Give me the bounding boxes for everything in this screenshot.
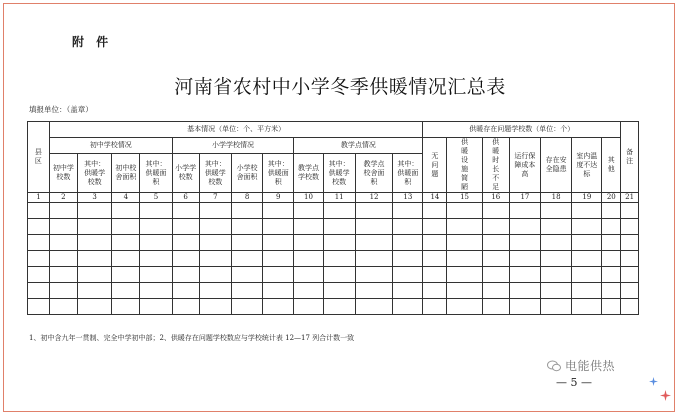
- table-cell[interactable]: [77, 299, 111, 315]
- table-cell[interactable]: [541, 299, 572, 315]
- table-cell[interactable]: [77, 283, 111, 299]
- table-cell[interactable]: [509, 283, 540, 299]
- header-row-subgroups: [28, 138, 639, 154]
- header-row-groups: [28, 122, 639, 138]
- table-row: [28, 283, 639, 299]
- table-cell[interactable]: [447, 267, 482, 283]
- table-row: [28, 235, 639, 251]
- table-cell[interactable]: [482, 219, 509, 235]
- column-number-cell: 15: [447, 193, 482, 203]
- table-cell[interactable]: [294, 267, 323, 283]
- table-cell[interactable]: [77, 219, 111, 235]
- table-cell[interactable]: [77, 203, 111, 219]
- table-cell[interactable]: [541, 283, 572, 299]
- table-cell[interactable]: [172, 203, 199, 219]
- table-row: [28, 219, 639, 235]
- table-cell[interactable]: [602, 299, 621, 315]
- summary-table: [27, 121, 639, 315]
- teaching-col-header: 教学点学校数: [294, 154, 323, 193]
- column-number-cell: 11: [323, 193, 355, 203]
- column-number-cell: 4: [112, 193, 140, 203]
- column-number-cell: 7: [199, 193, 231, 203]
- reporting-unit-label: 填报单位：（盖章）: [29, 105, 93, 114]
- table-cell[interactable]: [323, 283, 355, 299]
- column-number-cell: 12: [355, 193, 392, 203]
- teaching-col-header: 其中：供暖学校数: [323, 154, 355, 193]
- table-cell[interactable]: [509, 299, 540, 315]
- table-cell[interactable]: [231, 219, 262, 235]
- table-cell[interactable]: [49, 219, 77, 235]
- table-cell[interactable]: [602, 251, 621, 267]
- column-number-cell: 14: [423, 193, 447, 203]
- table-cell[interactable]: [199, 235, 231, 251]
- table-cell[interactable]: [172, 283, 199, 299]
- column-number-cell: 6: [172, 193, 199, 203]
- table-cell[interactable]: [112, 219, 140, 235]
- table-cell[interactable]: [602, 203, 621, 219]
- table-cell[interactable]: [263, 203, 294, 219]
- table-cell[interactable]: [423, 283, 447, 299]
- table-cell[interactable]: [140, 203, 172, 219]
- column-number-cell: 2: [49, 193, 77, 203]
- table-cell[interactable]: [572, 219, 602, 235]
- column-number-cell: 13: [393, 193, 423, 203]
- teaching-col-header: 其中：供暖面积: [393, 154, 423, 193]
- page-number: — 5 —: [556, 376, 592, 389]
- table-cell[interactable]: [393, 219, 423, 235]
- table-cell[interactable]: [294, 235, 323, 251]
- problem-col-header: 无问题: [423, 138, 447, 193]
- primary-col-header: 小学学校数: [172, 154, 199, 193]
- table-cell[interactable]: [294, 299, 323, 315]
- teaching-point-header: 教学点情况: [294, 138, 423, 154]
- table-cell[interactable]: [621, 267, 639, 283]
- problem-header: 供暖存在问题学校数（单位：个）: [423, 122, 621, 138]
- table-cell[interactable]: [263, 251, 294, 267]
- table-cell[interactable]: [447, 203, 482, 219]
- table-cell[interactable]: [28, 235, 50, 251]
- table-cell[interactable]: [621, 283, 639, 299]
- table-cell[interactable]: [482, 267, 509, 283]
- footnote: 1、初中含九年一贯制、完全中学初中部；2、供暖存在问题学校数应与学校统计表 12—17 列合计数一致: [29, 334, 355, 342]
- table-cell[interactable]: [572, 251, 602, 267]
- table-cell[interactable]: [423, 203, 447, 219]
- table-cell[interactable]: [621, 219, 639, 235]
- table-cell[interactable]: [323, 219, 355, 235]
- table-cell[interactable]: [423, 235, 447, 251]
- table-cell[interactable]: [621, 299, 639, 315]
- primary-school-header: 小学学校情况: [172, 138, 294, 154]
- table-cell[interactable]: [447, 235, 482, 251]
- table-cell[interactable]: [323, 203, 355, 219]
- table-cell[interactable]: [621, 235, 639, 251]
- junior-col-header: 其中：供暖面积: [140, 154, 172, 193]
- table-cell[interactable]: [140, 299, 172, 315]
- table-cell[interactable]: [172, 267, 199, 283]
- junior-school-header: 初中学校情况: [49, 138, 172, 154]
- sparkle-icon: [660, 390, 671, 401]
- table-cell[interactable]: [294, 283, 323, 299]
- table-cell[interactable]: [49, 203, 77, 219]
- teaching-col-header: 教学点校舍面积: [355, 154, 392, 193]
- column-number-cell: 3: [77, 193, 111, 203]
- table-row: [28, 251, 639, 267]
- table-cell[interactable]: [199, 203, 231, 219]
- table-cell[interactable]: [447, 283, 482, 299]
- table-cell[interactable]: [423, 251, 447, 267]
- table-cell[interactable]: [294, 219, 323, 235]
- table-cell[interactable]: [541, 235, 572, 251]
- table-cell[interactable]: [482, 283, 509, 299]
- table-cell[interactable]: [355, 219, 392, 235]
- table-cell[interactable]: [263, 219, 294, 235]
- problem-col-header: 供暖时长不足: [482, 138, 509, 193]
- table-cell[interactable]: [172, 251, 199, 267]
- table-cell[interactable]: [112, 203, 140, 219]
- table-cell[interactable]: [393, 299, 423, 315]
- table-cell[interactable]: [323, 235, 355, 251]
- junior-col-header: 初中学校数: [49, 154, 77, 193]
- table-cell[interactable]: [112, 251, 140, 267]
- table-cell[interactable]: [621, 251, 639, 267]
- column-number-cell: 19: [572, 193, 602, 203]
- table-cell[interactable]: [231, 299, 262, 315]
- table-cell[interactable]: [263, 283, 294, 299]
- table-cell[interactable]: [393, 283, 423, 299]
- attachment-label: 附 件: [72, 35, 113, 49]
- problem-col-header: 存在安全隐患: [541, 138, 572, 193]
- column-number-cell: 9: [263, 193, 294, 203]
- table-cell[interactable]: [482, 235, 509, 251]
- table-cell[interactable]: [423, 267, 447, 283]
- table-cell[interactable]: [572, 235, 602, 251]
- watermark-text: 电能供热: [565, 359, 616, 373]
- table-cell[interactable]: [541, 267, 572, 283]
- table-cell[interactable]: [140, 219, 172, 235]
- table-cell[interactable]: [509, 219, 540, 235]
- table-cell[interactable]: [509, 203, 540, 219]
- primary-col-header: 其中：供暖学校数: [199, 154, 231, 193]
- table-cell[interactable]: [112, 299, 140, 315]
- table-cell[interactable]: [199, 267, 231, 283]
- table-cell[interactable]: [447, 299, 482, 315]
- table-cell[interactable]: [77, 235, 111, 251]
- column-number-cell: 18: [541, 193, 572, 203]
- county-header: 县区: [28, 122, 50, 193]
- table-cell[interactable]: [541, 219, 572, 235]
- table-cell[interactable]: [49, 299, 77, 315]
- table-cell[interactable]: [602, 283, 621, 299]
- table-cell[interactable]: [393, 251, 423, 267]
- table-cell[interactable]: [393, 203, 423, 219]
- table-cell[interactable]: [323, 267, 355, 283]
- table-cell[interactable]: [447, 219, 482, 235]
- table-cell[interactable]: [112, 235, 140, 251]
- table-cell[interactable]: [482, 299, 509, 315]
- page-title: 河南省农村中小学冬季供暖情况汇总表: [174, 76, 506, 98]
- column-number-cell: 16: [482, 193, 509, 203]
- table-cell[interactable]: [509, 267, 540, 283]
- table-cell[interactable]: [572, 267, 602, 283]
- table-cell[interactable]: [541, 203, 572, 219]
- column-number-cell: 17: [509, 193, 540, 203]
- table-cell[interactable]: [199, 251, 231, 267]
- table-cell[interactable]: [231, 203, 262, 219]
- wechat-icon: [547, 360, 561, 372]
- table-cell[interactable]: [199, 219, 231, 235]
- table-cell[interactable]: [602, 235, 621, 251]
- table-row: [28, 299, 639, 315]
- table-cell[interactable]: [199, 299, 231, 315]
- problem-col-header: 室内温度不达标: [572, 138, 602, 193]
- table-cell[interactable]: [231, 251, 262, 267]
- table-cell[interactable]: [541, 251, 572, 267]
- table-cell[interactable]: [112, 267, 140, 283]
- column-number-cell: 1: [28, 193, 50, 203]
- problem-col-header: 其他: [602, 138, 621, 193]
- table-cell[interactable]: [199, 283, 231, 299]
- table-cell[interactable]: [482, 203, 509, 219]
- table-cell[interactable]: [393, 267, 423, 283]
- column-number-cell: 5: [140, 193, 172, 203]
- table-cell[interactable]: [28, 267, 50, 283]
- table-cell[interactable]: [172, 235, 199, 251]
- table-cell[interactable]: [231, 235, 262, 251]
- table-cell[interactable]: [77, 267, 111, 283]
- table-cell[interactable]: [355, 283, 392, 299]
- table-cell[interactable]: [509, 251, 540, 267]
- column-number-cell: 21: [621, 193, 639, 203]
- table-cell[interactable]: [355, 251, 392, 267]
- sparkle-icon: [649, 377, 658, 386]
- problem-col-header: 供暖设施简陋: [447, 138, 482, 193]
- table-row: [28, 203, 639, 219]
- table-cell[interactable]: [172, 219, 199, 235]
- table-cell[interactable]: [28, 219, 50, 235]
- table-cell[interactable]: [28, 251, 50, 267]
- table-cell[interactable]: [140, 235, 172, 251]
- table-cell[interactable]: [355, 267, 392, 283]
- table-cell[interactable]: [323, 251, 355, 267]
- column-number-cell: 10: [294, 193, 323, 203]
- table-cell[interactable]: [509, 235, 540, 251]
- table-cell[interactable]: [621, 203, 639, 219]
- table-row: [28, 267, 639, 283]
- primary-col-header: 小学校舍面积: [231, 154, 262, 193]
- table-cell[interactable]: [49, 283, 77, 299]
- table-cell[interactable]: [447, 251, 482, 267]
- problem-col-header: 运行保障成本高: [509, 138, 540, 193]
- table-cell[interactable]: [355, 299, 392, 315]
- table-cell[interactable]: [423, 219, 447, 235]
- column-number-cell: 8: [231, 193, 262, 203]
- table-cell[interactable]: [140, 267, 172, 283]
- table-cell[interactable]: [263, 235, 294, 251]
- table-cell[interactable]: [112, 283, 140, 299]
- column-number-cell: 20: [602, 193, 621, 203]
- table-cell[interactable]: [49, 235, 77, 251]
- table-cell[interactable]: [294, 251, 323, 267]
- table-cell[interactable]: [482, 251, 509, 267]
- table-cell[interactable]: [231, 283, 262, 299]
- column-number-row: [28, 193, 639, 203]
- junior-col-header: 初中校舍面积: [112, 154, 140, 193]
- table-cell[interactable]: [294, 203, 323, 219]
- table-cell[interactable]: [28, 299, 50, 315]
- table-cell[interactable]: [49, 267, 77, 283]
- table-cell[interactable]: [140, 251, 172, 267]
- table-cell[interactable]: [263, 299, 294, 315]
- junior-col-header: 其中：供暖学校数: [77, 154, 111, 193]
- table-cell[interactable]: [231, 267, 262, 283]
- table-cell[interactable]: [355, 203, 392, 219]
- primary-col-header: 其中：供暖面积: [263, 154, 294, 193]
- table-cell[interactable]: [602, 267, 621, 283]
- table-cell[interactable]: [77, 251, 111, 267]
- table-cell[interactable]: [423, 299, 447, 315]
- table-cell[interactable]: [140, 283, 172, 299]
- table-cell[interactable]: [28, 283, 50, 299]
- table-cell[interactable]: [602, 219, 621, 235]
- table-cell[interactable]: [572, 283, 602, 299]
- table-cell[interactable]: [572, 203, 602, 219]
- table-cell[interactable]: [172, 299, 199, 315]
- table-cell[interactable]: [572, 299, 602, 315]
- table-cell[interactable]: [49, 251, 77, 267]
- table-cell[interactable]: [393, 235, 423, 251]
- table-cell[interactable]: [355, 235, 392, 251]
- basic-info-header: 基本情况（单位：个、平方米）: [49, 122, 423, 138]
- table-cell[interactable]: [28, 203, 50, 219]
- table-cell[interactable]: [323, 299, 355, 315]
- table-cell[interactable]: [263, 267, 294, 283]
- remarks-header: 备注: [621, 122, 639, 193]
